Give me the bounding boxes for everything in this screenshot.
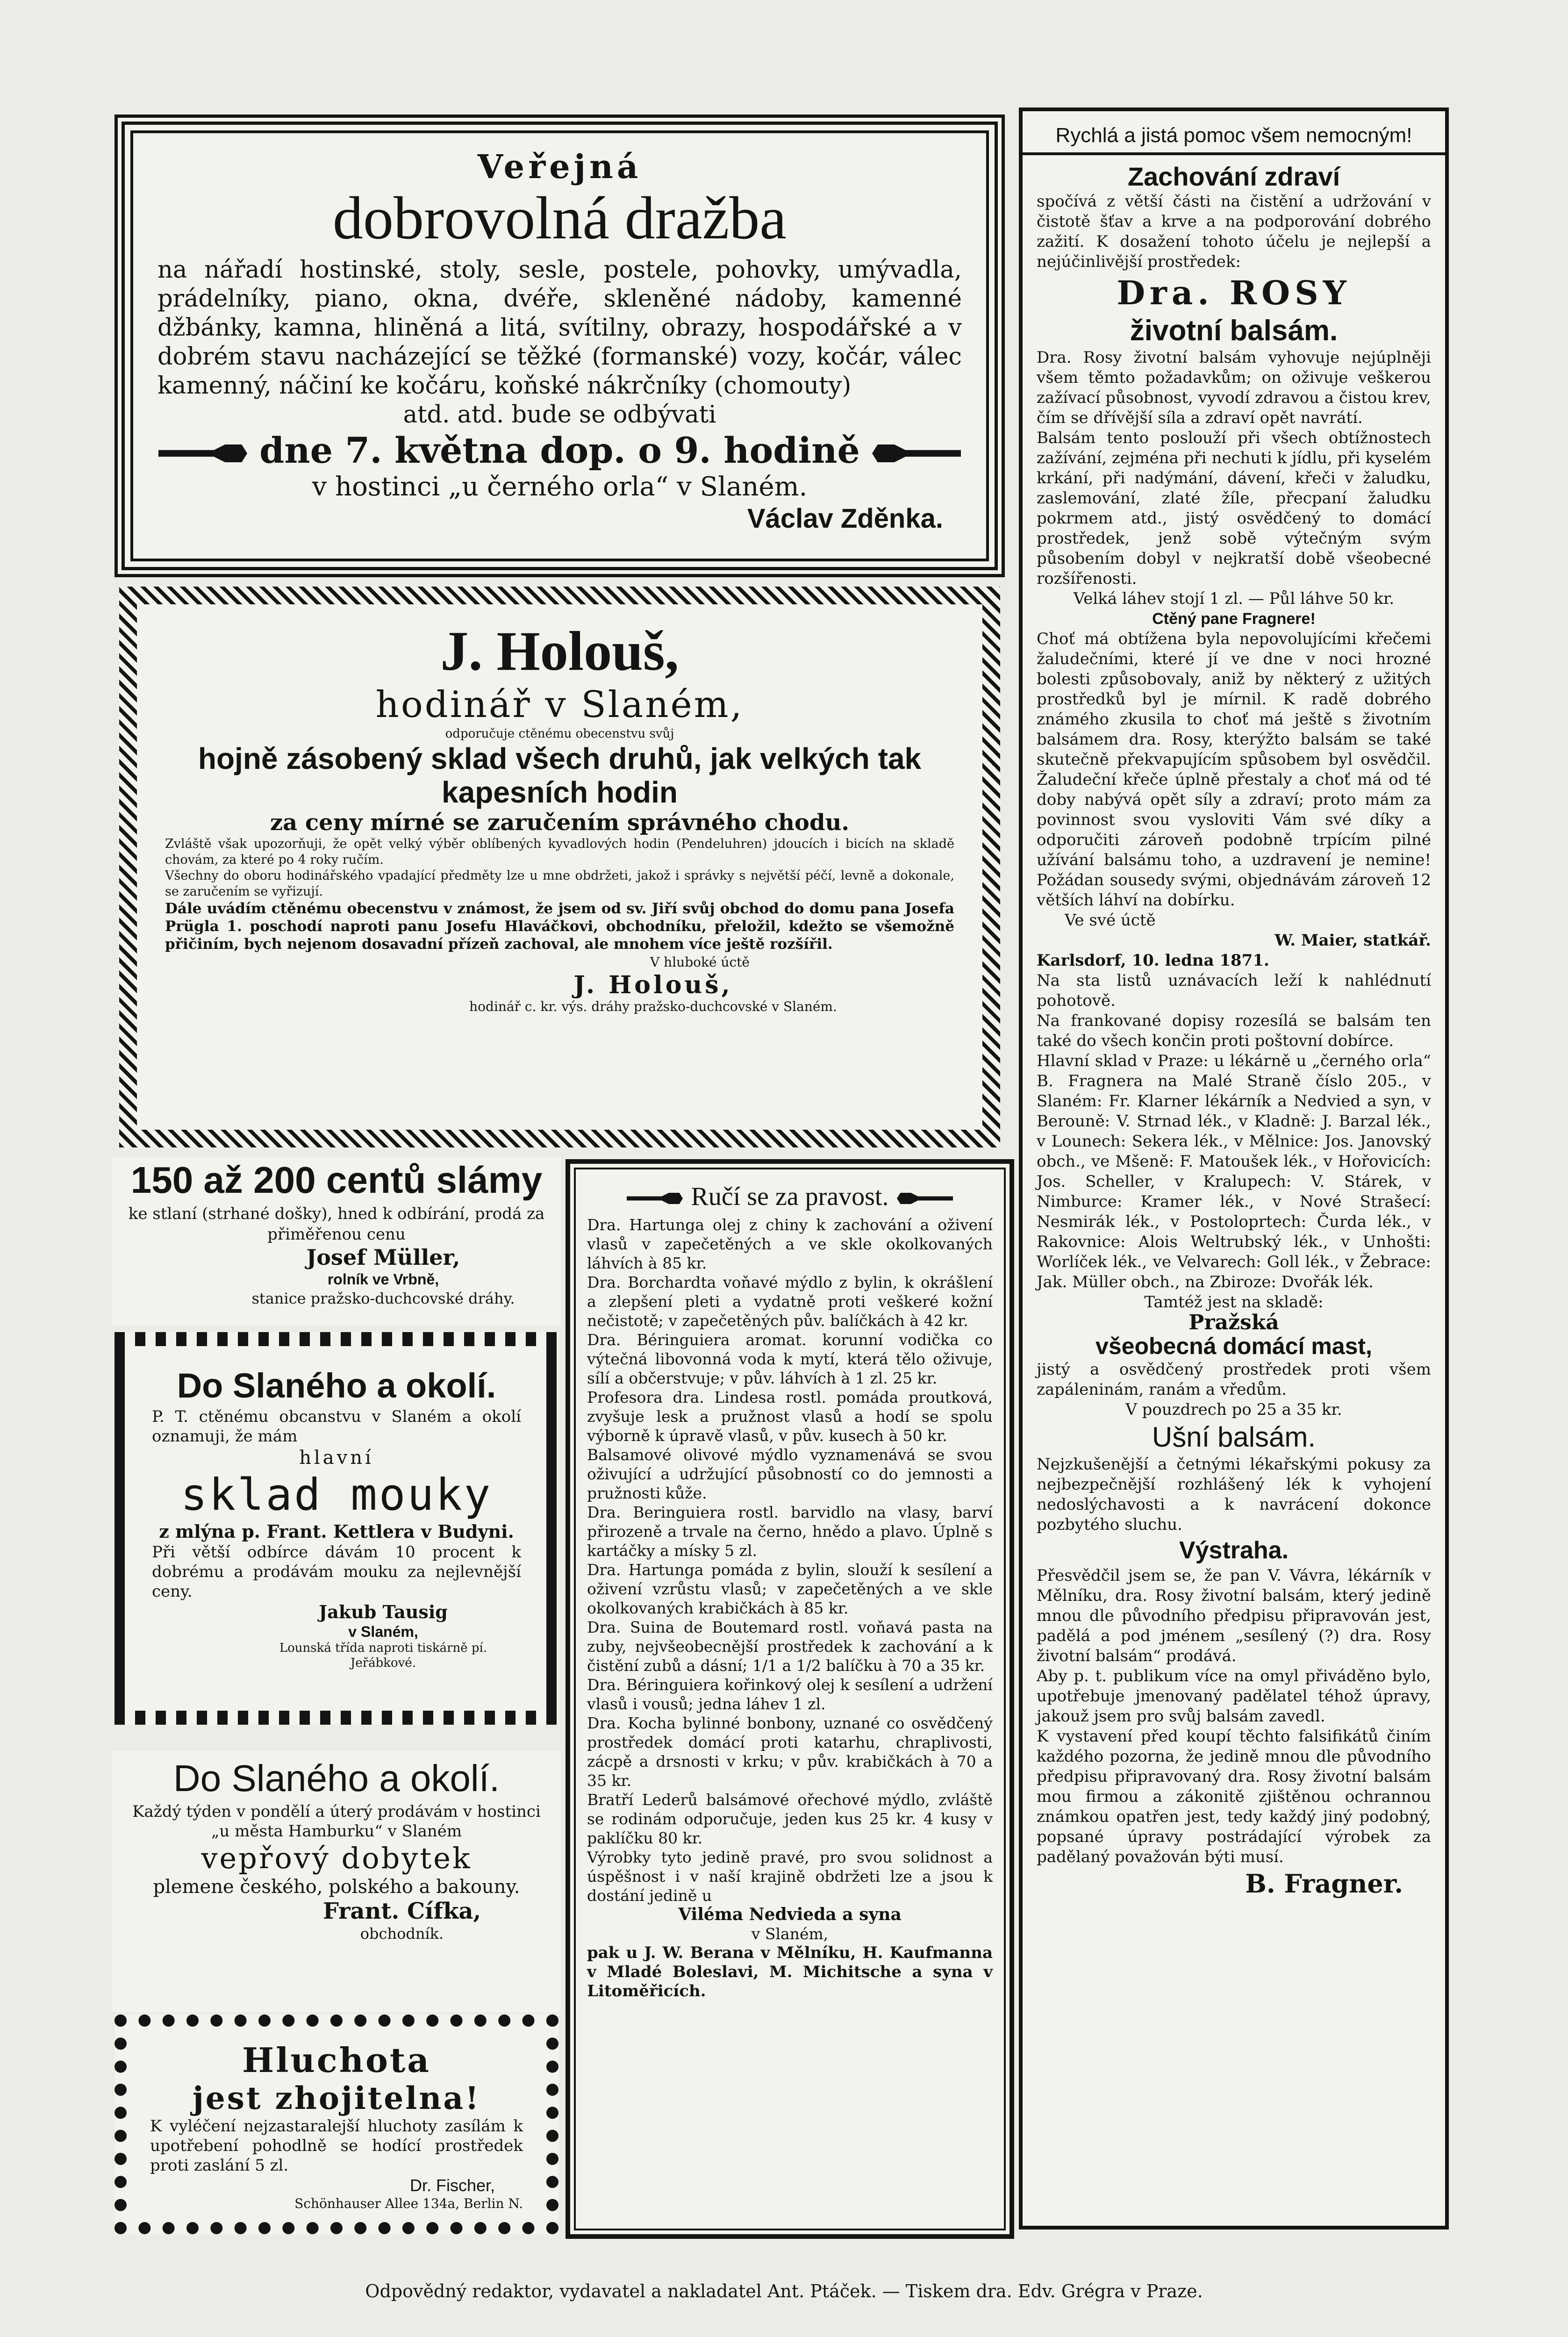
flour-sig3: Lounská třída naproti tiskárně pí. Jeřábkové. [279, 1641, 487, 1670]
holous-name: J. Holouš, [440, 620, 679, 682]
straw-headline: 150 až 200 centů slámy [130, 1159, 543, 1201]
flour-main: hlavní [299, 1447, 374, 1469]
fragner-dear: Ctěný pane Fragnere! [1152, 610, 1316, 628]
holous-trade: hodinář v Slaném, [375, 684, 744, 726]
holous-headline: hojně zásobený sklad všech druhů, jak velkých tak kapesních hodin [198, 742, 922, 809]
auction-date-text: dne 7. května dop. o 9. hodině [259, 430, 860, 471]
straw-role: rolník ve Vrbně, [327, 1271, 439, 1288]
deaf-sig: Dr. Fischer, [409, 2176, 495, 2195]
fragner-price: Velká láhev stojí 1 zl. — Půl láhve 50 kr. [1073, 589, 1395, 608]
fragner-place: Karlsdorf, 10. ledna 1871. [1037, 951, 1269, 970]
fragner-mast: všeobecná domácí mast, [1095, 1333, 1372, 1359]
holous-p1: Zvláště však upozorňuji, že opět velký výběr oblíbených kyvadlových hodin (Pendeluhren) jdoucích i bicích na skladě chovám, za které po 4 roky ručím. [165, 837, 954, 867]
pravost-ad [566, 1159, 1014, 2239]
deaf-subtitle: jest zhojitelna! [192, 2080, 481, 2116]
flour-text2: Při větší odbírce dávám 10 procent k dobrému a prodávám mouku za nejlevnější ceny. [152, 1543, 521, 1601]
straw-ad [112, 1157, 561, 1325]
flour-text: P. T. ctěnému obcanstvu v Slaném a okolí oznamuji, že mám [152, 1407, 521, 1446]
list-item: Dra. Hartunga pomáda z bylin, slouží k sesílení a oživení vzrůstu vlasů; v zapečetěných a ve skle okolkovaných krabičkách à 85 kr. [587, 1561, 993, 1617]
straw-text: ke stlaní (strhané došky), hned k odbírání, prodá za přiměřenou cenu [128, 1204, 545, 1244]
fragner-p11: Přesvědčil jsem se, že pan V. Vávra, lékárník v Mělníku, dra. Rosy životní balsám, který jedině mnou dle původního předpisu připravován jest, padělá a pod jménem „sesílený (?) dra. Rosy životní balsám“ prodává. [1037, 1566, 1431, 1665]
deaf-ad [115, 2014, 558, 2234]
fragner-p5: Na frankované dopisy rozesílá se balsám ten také do všech končin proti poštovní dobírce. [1037, 1011, 1431, 1050]
fragner-p7: Tamtéž jest na skladě: [1144, 1293, 1324, 1312]
pork-sub: plemene českého, polského a bakouny. [153, 1876, 520, 1898]
fragner-p9: V pouzdrech po 25 a 35 kr. [1125, 1400, 1342, 1419]
fragner-letter: Choť má obtížena byla nepovolujícími křečemi žaludečními, které jí ve dne v noci hrozné bolesti způsobovaly, aniž by některý z užitých prostředků byl je mírnil. K radě dobrého známého zkusila to choť má ještě s životním balsámem dra. Rosy, kterýžto balsám se také skutečně překvapujícím spůsobem byl osvědčil. Žaludeční křeče úplně přestaly a choť má od té doby nabývá opět síly a zdraví; proto mám za povinnost svou vysloviti Vám své díky a odporučiti zároveň podobně trpícím pilné užívání balsámu toho, a uzdravení je nemine! Požádan sousedy svými, objednávám zároveň 12 větších láhví na dobírku. [1037, 630, 1431, 910]
pravost-others: pak u J. W. Berana v Mělníku, H. Kaufmanna v Mladé Boleslavi, M. Michitsche a syna v Litoměřicích. [587, 1943, 993, 2000]
fragner-p10: Nejzkušenější a četnými lékařskými pokusy za nejbezpečnější rozhlášený lék k vyhojení nedoslýchavosti a k navrácení dokonce pozbytého sluchu. [1037, 1455, 1431, 1534]
fragner-closing: Ve své úctě [1065, 911, 1156, 930]
holous-greeting: V hluboké úctě [650, 954, 750, 970]
fragner-banner: Rychlá a jistá pomoc všem nemocným! [1023, 121, 1445, 155]
list-item: Dra. Beringuiera rostl. barvidlo na vlasy, barví přirozeně a trvale na černo, hnědo a plavo. Úplně s kartáčky a mísky 5 zl. [587, 1503, 993, 1560]
pork-ad [112, 1750, 561, 2012]
pravost-dealer: Viléma Nedvieda a syna [678, 1905, 902, 1924]
pork-heading: Do Slaného a okolí. [173, 1757, 500, 1799]
straw-loc: stanice pražsko-duchcovské dráhy. [251, 1290, 515, 1307]
pointing-hand-icon [627, 1190, 683, 1206]
pravost-heading-text: Ručí se za pravost. [691, 1182, 889, 1211]
list-item: Dra. Kocha bylinné bonbony, uznané co osvědčený prostředek domácí proti katarhu, chraplivosti, zácpě a drsnosti v krku; v pův. krabičkách à 70 a 35 kr. [587, 1714, 993, 1790]
deaf-addr: Schönhauser Allee 134a, Berlin N. [294, 2196, 523, 2211]
fragner-usni: Ušní balsám. [1152, 1421, 1316, 1453]
flour-sig: Jakub Tausig [319, 1601, 448, 1622]
list-item: Bratří Lederů balsámové ořechové mýdlo, zvláště se rodinám odporučuje, jeden kus 25 kr. 4 kusy v paklíčku 80 kr. [587, 1791, 993, 1847]
deaf-title: Hluchota [242, 2040, 431, 2080]
fragner-p1: spočívá z větší části na čistění a udržování v čistotě šťav a krve a na podporování dobrého zažití. K dosažení tohoto účelu je nejlepší a nejúčinlivější prostředek: [1037, 192, 1431, 271]
flour-sklad: sklad mouky [180, 1470, 493, 1520]
fragner-p6: Hlavní sklad v Praze: u lékárně u „černého orla“ B. Fragnera na Malé Straně číslo 205., v Slaném: Fr. Klarner lékárník a Nedvied a syn, v Berouně: V. Strnad lék., v Kladně: J. Barzal lék., v Lounech: Sekera lék., v Mělnice: Jos. Janovský obch., ve Mšeně: F. Matoušek lék., v Hořovicích: Jos. Scheller, v Kralupech: V. Stárek, v Nimburce: Kramer lék., v Nové Strašecí: Nesmirák lék., v Postoloprtech: Čurda lék., v Rakovnice: Alois Weltrubský lék., v Unhošti: Worlíček lék., ve Velvarech: Goll lék., v Žebrace: Jak. Müller obch., na Zbiroze: Dvořák lék. [1037, 1052, 1431, 1291]
flour-mill: z mlýna p. Frant. Kettlera v Budyni. [159, 1521, 514, 1542]
holous-sig: J. Holouš, [573, 971, 733, 999]
auction-ad [115, 115, 1005, 577]
fragner-ad [1019, 108, 1449, 2229]
list-item: Dra. Béringuiera aromat. korunní vodička co výtečná libovonná voda k mytí, která tělo oživuje, sílí a občerstvuje; v pův. láhvích à 1 zl. 25 kr. [587, 1331, 993, 1387]
auction-date [158, 430, 962, 472]
holous-intro: odporučuje ctěnému obecenstvu svůj [445, 727, 674, 741]
holous-subhead: za ceny mírné se zaručením správného chodu. [270, 810, 850, 836]
pork-text: Každý týden v pondělí a úterý prodávám v hostinci „u města Hamburku“ v Slaném [132, 1802, 541, 1841]
auction-signature: Václav Zděnka. [747, 503, 943, 534]
fragner-dra: Dra. ROSY [1117, 273, 1351, 312]
list-item: Balsamové olivové mýdlo vyznamenává se svou oživující a udržující působností co do jemnosti a pružnosti kůže. [587, 1446, 993, 1502]
flour-ad [115, 1332, 558, 1725]
pork-role: obchodník. [360, 1925, 444, 1943]
list-item: Dra. Béringuiera kořinkový olej k sesílení a udržení vlasů i vousů; jedna láhev 1 zl. [587, 1676, 993, 1713]
pravost-closing: Výrobky tyto jedině pravé, pro svou solidnost a úspěšnost i v naší krajině obdržeti lze a jsou k dostání jedině u [587, 1848, 993, 1905]
auction-body: na nářadí hostinské, stoly, sesle, postele, pohovky, umývadla, prádelníky, piano, okna, dvéře, skleněné nádoby, kamenné džbánky, kamna, hliněná a litá, svítilny, obrazy, hospodářské a v dobrém stavu nacházející se těžké (formanské) vozy, kočár, válec kamenný, náčiní ke kočáru, koňské nákrčníky (chomouty) [158, 256, 962, 400]
pointing-hand-icon [872, 443, 961, 464]
pravost-dealer2: v Slaném, [751, 1925, 829, 1943]
flour-sig2: v Slaném, [348, 1623, 418, 1640]
deaf-text: K vyléčení nejzastaralejší hluchoty zasílám k upotřebení pohodlně se hodící prostředek proti zaslání 5 zl. [150, 2117, 523, 2175]
fragner-prazska: Pražská [1189, 1311, 1279, 1334]
auction-kicker: Veřejná [477, 147, 642, 186]
straw-name: Josef Müller, [306, 1245, 460, 1270]
fragner-balsam: životní balsám. [1130, 315, 1338, 347]
holous-p2: Všechny do oboru hodinářského vpadající předměty lze u mne obdržeti, jakož i správky s největší péčí, levně a dokonale, se zaručením se vyřizují. [165, 868, 954, 899]
holous-sig-line: hodinář c. kr. výs. dráhy pražsko-duchcovské v Slaném. [469, 999, 837, 1014]
pork-product: vepřový dobytek [201, 1841, 472, 1875]
flour-heading: Do Slaného a okolí. [177, 1366, 496, 1405]
fragner-p4: Na sta listů uznávacích leží k nahlédnutí pohotově. [1037, 971, 1431, 1010]
footer-imprint: Odpovědný redaktor, vydavatel a nakladatel Ant. Ptáček. — Tiskem dra. Edv. Grégra v Praze. [365, 2281, 1203, 2301]
fragner-h1: Zachování zdraví [1127, 162, 1340, 191]
fragner-p3: Balsám tento poslouží při všech obtížnostech zažívání, zejména při nechuti k jídlu, při kyselém krkání, při nadýmání, dávení, křeči v žaludku, zaslemování, zlaté žíle, přecpaní žaludku pokrmem atd., jistý osvědčený to domácí prostředek, jenž sobě výtečným svým působením dobyl v nejkratší době všeobecné rozšířenosti. [1037, 429, 1431, 588]
pointing-hand-icon [158, 443, 247, 464]
fragner-vystraha: Výstraha. [1179, 1537, 1289, 1564]
fragner-p13: K vystavení před koupí těchto falsifikátů činím každého pozorna, že jedině mnou dle původního předpisu připravovaný dra. Rosy životní balsám mou firmou a zákonitě zjištěnou ochrannou známkou opatřen jest, tedy každý jiný podobný, popsané úpravy postrádající výrobek za padělaný považován býti musí. [1037, 1727, 1431, 1866]
fragner-p8: jistý a osvědčený prostředek proti všem zapáleninám, ranám a vředům. [1037, 1360, 1431, 1399]
pravost-list [587, 1215, 993, 1848]
pork-sig: Frant. Cífka, [322, 1898, 481, 1924]
fragner-sig: B. Fragner. [1245, 1869, 1403, 1899]
pointing-hand-icon [897, 1190, 953, 1206]
holous-ad [119, 587, 1000, 1147]
list-item: Profesora dra. Lindesa rostl. pomáda proutková, zvyšuje lesk a pružnost vlasů a hodí se spolu výborně k úpravě vlasů, v pův. kusech à 50 kr. [587, 1388, 993, 1445]
auction-title: dobrovolná dražba [332, 185, 787, 252]
auction-place: v hostinci „u černého orla“ v Slaném. [312, 472, 808, 502]
pravost-heading [587, 1178, 993, 1215]
auction-body-2: atd. atd. bude se odbývati [403, 401, 716, 429]
list-item: Dra. Hartunga olej z chiny k zachování a oživení vlasů v zapečetěných a ve skle okolkovaných láhvích à 85 kr. [587, 1216, 993, 1272]
list-item: Dra. Suina de Boutemard rostl. voňavá pasta na zuby, nejvšeobecnější prostředek k zachování a k čistění zubů a dásní; 1/1 a 1/2 balíčku à 70 a 35 kr. [587, 1618, 993, 1675]
fragner-writer: W. Maier, statkář. [1274, 931, 1431, 950]
fragner-p12: Aby p. t. publikum více na omyl přiváděno bylo, upotřebuje jmenovaný padělatel téhož úpravy, jakouž jsem pro svůj balsám zavedl. [1037, 1667, 1431, 1726]
fragner-p2: Dra. Rosy životní balsám vyhovuje nejúplněji všem těmto požadavkům; on oživuje veškerou zažívací působnost, vyvodí zdravou a čistou krev, čím se dřívější síla a zdraví opět navrátí. [1037, 348, 1431, 427]
holous-p3: Dále uvádím ctěnému obecenstvu v známost, že jsem od sv. Jiří svůj obchod do domu pana Josefa Prügla 1. poschodí naproti panu Josefu Hlaváčkovi, obchodníku, přeložil, kdežto se všemožně přičiním, bych nejenom dosavadní přízeň zachoval, ale mnohem více ještě rozšířil. [165, 900, 954, 953]
list-item: Dra. Borchardta voňavé mýdlo z bylin, k okrášlení a zlepšení pleti a vydatně proti veškeré kožní nečistotě; v zapečetěných pův. balíčkách à 42 kr. [587, 1273, 993, 1330]
